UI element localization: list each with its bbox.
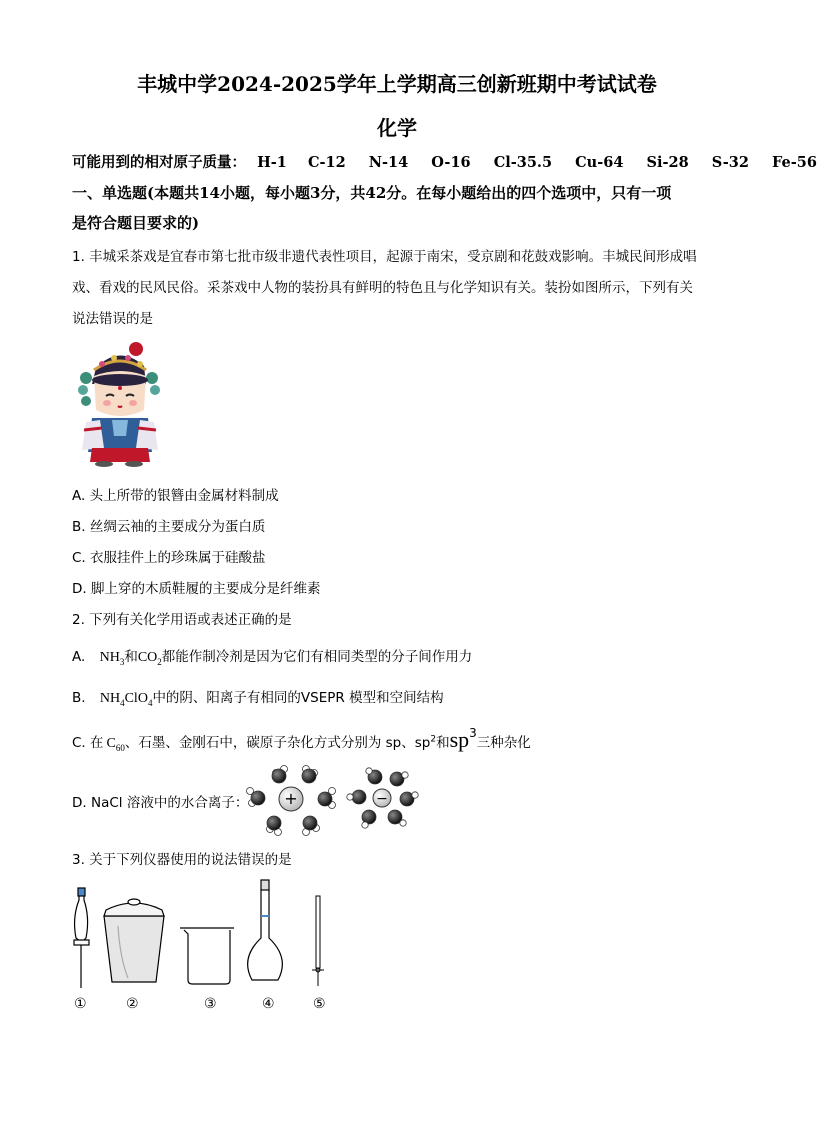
instrument-label-1: ①: [74, 996, 87, 1012]
q1-option-d: D. 脚上穿的木质鞋履的主要成分是纤维素: [72, 581, 321, 597]
beaker-icon: [180, 928, 234, 984]
formula-nh4clo4: [100, 691, 153, 706]
formula-text: NH: [99, 691, 121, 706]
hydrated-cation-diagram: [246, 761, 338, 837]
mass-item: S-32: [711, 154, 749, 171]
option-prefix: C. 在: [72, 735, 104, 751]
hydrated-anion-diagram: [345, 767, 419, 831]
q2-stem: 2. 下列有关化学用语或表述正确的是: [72, 612, 292, 628]
mass-item: C-12: [307, 154, 346, 171]
instrument-label-2: ②: [126, 996, 139, 1012]
option-text: 都能作制冷剂是因为它们有相同类型的分子间作用力: [161, 649, 473, 665]
formula-subscript: 2: [157, 656, 162, 667]
option-text: 中的阴、阳离子有相同的VSEPR 模型和空间结构: [152, 690, 444, 706]
q2-option-c: [72, 726, 531, 753]
formula-subscript: 4: [120, 697, 125, 708]
option-text: 三种杂化: [476, 735, 531, 751]
mass-item: Cl-35.5: [493, 154, 553, 171]
exam-title: 丰城中学2024-2025学年上学期高三创新班期中考试试卷: [137, 72, 657, 96]
formula-text: C: [106, 736, 116, 751]
mass-item: O-16: [431, 154, 471, 171]
formula-c60: [107, 736, 125, 751]
q1-option-b: B. 丝绸云袖的主要成分为蛋白质: [72, 519, 266, 535]
lab-instruments-image: [68, 878, 338, 990]
formula-text: CO: [137, 650, 158, 665]
q1-stem-line3: 说法错误的是: [72, 311, 153, 327]
formula-subscript: 4: [147, 697, 153, 708]
conjunction: 和: [436, 735, 450, 751]
formula-text: NH: [99, 650, 120, 665]
mass-item: Cu-64: [575, 154, 624, 171]
conjunction: 和: [124, 649, 138, 665]
mass-item: N-14: [368, 154, 409, 171]
separatory-funnel-icon: [74, 888, 89, 988]
option-prefix: B.: [72, 690, 86, 706]
q1-option-a: A. 头上所带的银簪由金属材料制成: [72, 488, 279, 504]
atomic-masses-label: 可能用到的相对原子质量：: [72, 154, 246, 171]
superscript: 2: [430, 734, 437, 745]
instrument-label-3: ③: [204, 996, 217, 1012]
formula-nh3: [100, 650, 125, 665]
option-text: 、石墨、金刚石中，碳原子杂化方式分别为 sp、sp: [124, 735, 431, 751]
q1-option-c: C. 衣服挂件上的珍珠属于硅酸盐: [72, 550, 266, 566]
option-prefix: A.: [72, 649, 86, 665]
formula-subscript: 60: [115, 742, 125, 753]
volumetric-flask-icon: [248, 880, 283, 980]
q1-stem-line2: 戏、看戏的民风民俗。采茶戏中人物的装扮具有鲜明的特色且与化学知识有关。装扮如图所示，下列有关: [72, 280, 693, 296]
mass-item: Si-28: [646, 154, 689, 171]
mass-item: Fe-56: [772, 154, 817, 171]
superscript: 3: [469, 726, 477, 740]
formula-subscript: 3: [119, 656, 125, 667]
opera-figure-image: [74, 340, 164, 468]
subject-title: 化学: [377, 116, 417, 140]
svg-text:+: +: [284, 789, 298, 808]
q1-stem-line1: 1. 丰城采茶戏是宜春市第七批市级非遗代表性项目，起源于南宋，受京剧和花鼓戏影响。丰城民间形成唱: [72, 249, 697, 265]
atomic-masses-line: [72, 151, 817, 172]
formula-text: ClO: [124, 691, 148, 706]
q2-option-d: D. NaCl 溶液中的水合离子：: [72, 795, 249, 811]
instrument-label-5: ⑤: [313, 996, 326, 1012]
q3-stem: 3. 关于下列仪器使用的说法错误的是: [72, 852, 292, 868]
section-heading-line2: 是符合题目要求的): [72, 214, 200, 232]
crucible-icon: [104, 899, 164, 982]
svg-text:−: −: [376, 791, 388, 807]
hybrid-sp3: sp: [449, 727, 470, 752]
section-heading-line1: 一、单选题(本题共14小题，每小题3分，共42分。在每小题给出的四个选项中，只有一项: [72, 184, 672, 202]
q2-option-b: [72, 686, 444, 708]
mass-item: H-1: [257, 154, 287, 171]
q2-option-a: [72, 645, 472, 667]
formula-co2: [138, 650, 162, 665]
burette-icon: [312, 896, 324, 986]
instrument-label-4: ④: [262, 996, 275, 1012]
